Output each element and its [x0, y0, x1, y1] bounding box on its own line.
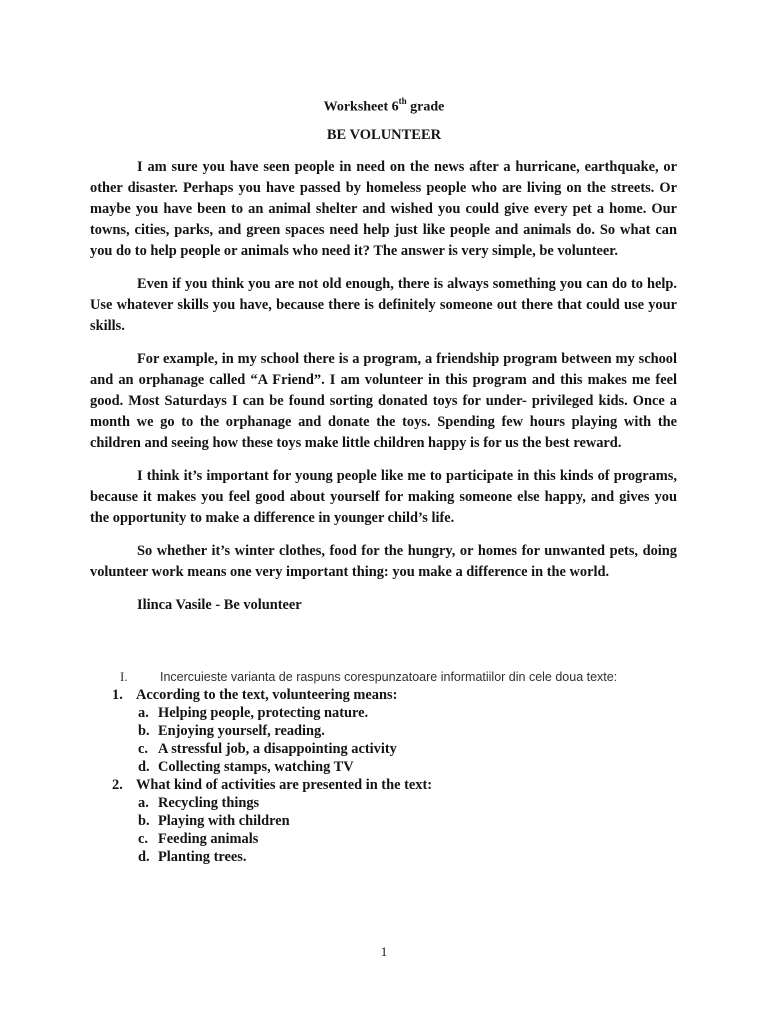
page-number: 1: [380, 944, 388, 959]
question-2-option-d[interactable]: [112, 848, 677, 866]
article-paragraph-1: I am sure you have seen people in need on the news after a hurricane, earthquake, or other disaster. Perhaps you have passed by homeless people who are living on the streets. Or maybe you have been to an animal shelter and wished you could give every pet a home. Our towns, cities, parks, and green spaces need help just like people and animals do. So what can you do to help people or animals who need it? The answer is very simple, be volunteer.: [90, 159, 677, 259]
option-letter: a.: [138, 795, 149, 811]
option-text: Feeding animals: [158, 831, 259, 847]
exercise-instruction: Incercuieste varianta de raspuns corespunzatoare informatiilor din cele doua texte:: [160, 670, 618, 684]
question-1: [112, 686, 677, 704]
article-paragraph-3: For example, in my school there is a program, a friendship program between my school and an orphanage called “A Friend”. I am volunteer in this program and this makes me feel good. Most Saturdays I can be found sorting donated toys for under- privileged kids. Once a month we go to the orphanage and donate the toys. Spending few hours playing with the children and seeing how these toys make little children happy is for us the best reward.: [90, 351, 677, 451]
question-2-option-b[interactable]: [112, 812, 677, 830]
title-ordinal-suffix: th: [398, 96, 407, 106]
option-text: Helping people, protecting nature.: [158, 705, 369, 721]
question-1-option-c[interactable]: [112, 740, 677, 758]
option-text: A stressful job, a disappointing activity: [158, 741, 397, 757]
question-2-option-a[interactable]: [112, 794, 677, 812]
option-letter: d.: [138, 759, 150, 775]
section-number: I.: [120, 669, 128, 684]
option-letter: b.: [138, 813, 150, 829]
option-text: Recycling things: [158, 795, 260, 811]
article-body: [90, 157, 677, 628]
question-1-option-b[interactable]: [112, 722, 677, 740]
question-number: 2.: [112, 777, 123, 793]
title-suffix: grade: [406, 99, 445, 115]
option-text: Collecting stamps, watching TV: [158, 759, 354, 775]
question-2-option-c[interactable]: [112, 830, 677, 848]
question-2: [112, 776, 677, 794]
article-paragraph-5: So whether it’s winter clothes, food for the hungry, or homes for unwanted pets, doing volunteer work means one very important thing: you make a difference in the world.: [90, 543, 677, 580]
option-letter: b.: [138, 723, 150, 739]
article-paragraph-2: Even if you think you are not old enough, there is always something you can do to help. Use whatever skills you have, because there is definitely someone out there that could use your skills.: [90, 276, 677, 334]
option-text: Playing with children: [158, 813, 290, 829]
option-letter: c.: [138, 831, 148, 847]
question-text: What kind of activities are presented in the text:: [136, 777, 433, 793]
option-letter: d.: [138, 849, 150, 865]
worksheet-title: [0, 94, 768, 116]
option-text: Enjoying yourself, reading.: [158, 723, 325, 739]
question-number: 1.: [112, 687, 123, 703]
question-1-option-a[interactable]: [112, 704, 677, 722]
option-text: Planting trees.: [158, 849, 247, 865]
option-letter: a.: [138, 705, 149, 721]
option-letter: c.: [138, 741, 148, 757]
article-paragraph-4: I think it’s important for young people like me to participate in this kinds of programs, because it makes you feel good about yourself for making someone else happy, and gives you the opportunity to make a difference in younger child’s life.: [90, 468, 677, 526]
exercise-instruction-row: [112, 668, 677, 686]
article-signature: Ilinca Vasile - Be volunteer: [137, 597, 302, 613]
question-text: According to the text, volunteering means:: [136, 687, 398, 703]
title-prefix: Worksheet 6: [323, 99, 399, 115]
exercise-section: [112, 668, 677, 866]
question-1-option-d[interactable]: [112, 758, 677, 776]
article-heading: BE VOLUNTEER: [326, 127, 442, 143]
